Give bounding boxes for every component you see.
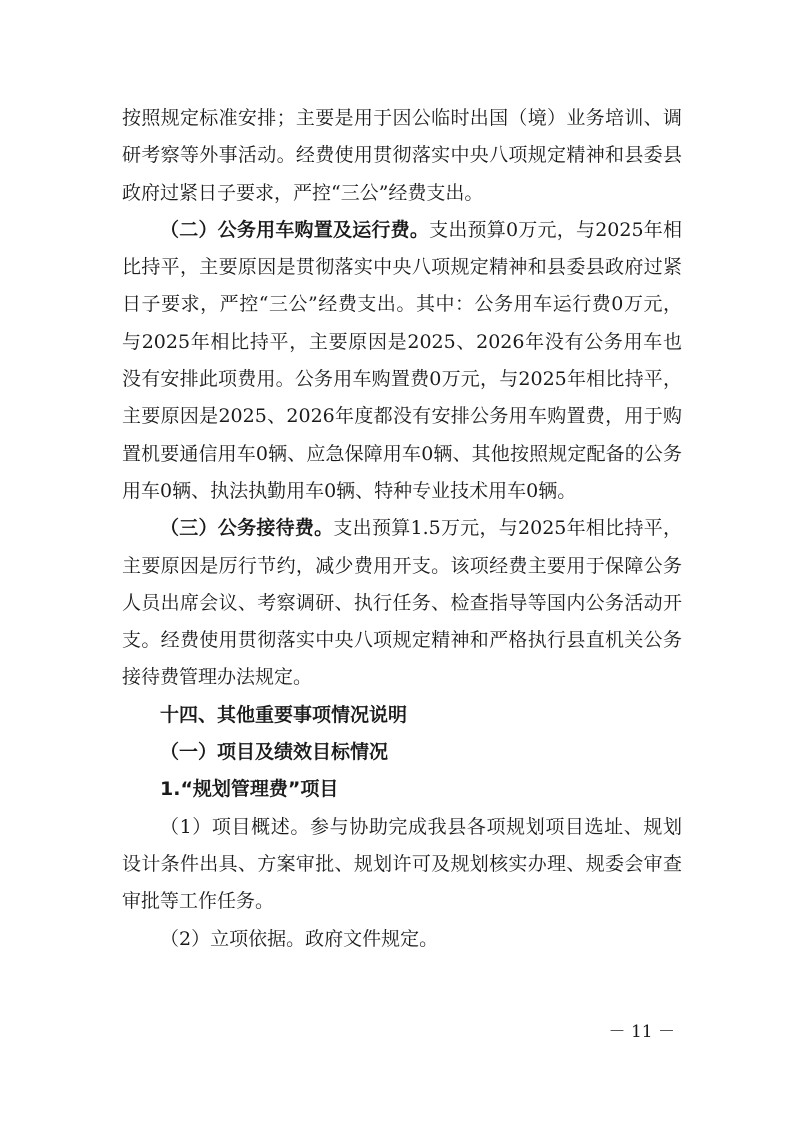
paragraph-text: 支出预算0万元，与2025年相比持平，主要原因是贯彻落实中央八项规定精神和县委县政府过紧日子要求，严控“三公”经费支出。其中：公务用车运行费0万元，与2025年相比持平，主要原因是2025、2026年没有公务用车也没有安排此项费用。公务用车购置费0万元，与2025年相比持平，主要原因是2025、2026年度都没有安排公务用车购置费，用于购置机要通信用车0辆、应急保障用车0辆、其他按照规定配备的公务用车0辆、执法执勤用车0辆、特种专业技术用车0辆。 xyxy=(122,218,682,502)
item-paragraph-basis: （2）立项依据。政府文件规定。 xyxy=(160,927,439,950)
item-heading: 1.“规划管理费”项目 xyxy=(160,778,339,801)
paragraph-lead: （二）公务用车购置及运行费。 xyxy=(160,218,430,241)
item-paragraph-overview: （1）项目概述。参与协助完成我县各项规划项目选址、规划设计条件出具、方案审批、规划许可及规划核实办理、规委会审查审批等工作任务。 xyxy=(122,815,682,913)
paragraph-lead: （三）公务接待费。 xyxy=(160,517,334,540)
paragraph-reception-costs xyxy=(122,510,682,696)
paragraph-vehicle-costs xyxy=(122,212,682,510)
sub-heading: （一）项目及绩效目标情况 xyxy=(160,741,389,764)
page-number: － 11 － xyxy=(608,1022,675,1042)
paragraph-text: 支出预算1.5万元，与2025年相比持平，主要原因是厉行节约，减少费用开支。该项经费主要用于保障公务人员出席会议、考察调研、执行任务、检查指导等国内公务活动开支。经费使用贯彻落实中央八项规定精神和严格执行县直机关公务接待费管理办法规定。 xyxy=(122,517,682,689)
paragraph-text: 按照规定标准安排；主要是用于因公临时出国（境）业务培训、调研考察等外事活动。经费使用贯彻落实中央八项规定精神和县委县政府过紧日子要求，严控“三公”经费支出。 xyxy=(122,107,682,204)
document-body xyxy=(122,100,682,958)
section-heading: 十四、其他重要事项情况说明 xyxy=(160,703,408,726)
paragraph-continuation xyxy=(122,100,682,212)
